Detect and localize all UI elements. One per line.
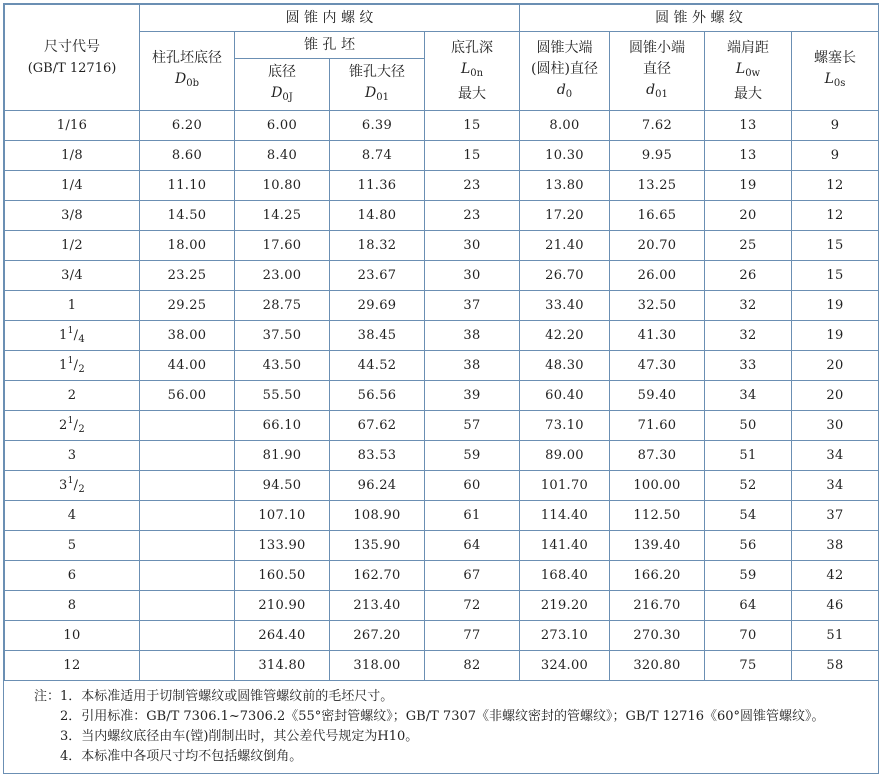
cell-ed0: 13.80	[520, 171, 610, 201]
header-size-code	[5, 5, 140, 111]
size-numerator: 1	[67, 476, 74, 486]
cell-size-code: 8	[5, 591, 140, 621]
cell-l0s: 58	[792, 651, 879, 681]
cell-ed0: 60.40	[520, 381, 610, 411]
cell-d0j: 6.00	[235, 111, 330, 141]
cell-l0n: 15	[425, 141, 520, 171]
header-d0j-symbol: $D_{0J}$	[271, 84, 293, 103]
cell-d0j: 23.00	[235, 261, 330, 291]
cell-d0b	[140, 501, 235, 531]
cell-d01: 14.80	[330, 201, 425, 231]
cell-ed0: 141.40	[520, 531, 610, 561]
table-row	[5, 291, 879, 321]
cell-l0s: 15	[792, 231, 879, 261]
cell-d0j: 314.80	[235, 651, 330, 681]
table-body	[5, 111, 879, 681]
cell-ed0: 273.10	[520, 621, 610, 651]
cell-ed01: 47.30	[610, 351, 705, 381]
cell-l0w: 52	[705, 471, 792, 501]
cell-l0s: 51	[792, 621, 879, 651]
cell-l0s: 19	[792, 321, 879, 351]
cell-d01: 6.39	[330, 111, 425, 141]
cell-l0w: 56	[705, 531, 792, 561]
cell-ed01: 139.40	[610, 531, 705, 561]
cell-ed01: 100.00	[610, 471, 705, 501]
size-numerator: 1	[67, 356, 74, 366]
cell-l0s: 12	[792, 201, 879, 231]
size-numerator: 1	[67, 416, 74, 426]
cell-l0n: 37	[425, 291, 520, 321]
cell-d0b: 23.25	[140, 261, 235, 291]
cell-l0n: 38	[425, 321, 520, 351]
cell-l0s: 30	[792, 411, 879, 441]
cell-l0s: 46	[792, 591, 879, 621]
cell-l0w: 50	[705, 411, 792, 441]
cell-size-code: $2^1/_2$	[5, 411, 140, 441]
cell-l0s: 15	[792, 261, 879, 291]
cell-l0n: 61	[425, 501, 520, 531]
cell-d0j: 10.80	[235, 171, 330, 201]
cell-l0s: 38	[792, 531, 879, 561]
cell-l0w: 32	[705, 291, 792, 321]
cell-l0w: 32	[705, 321, 792, 351]
cell-d0j: 37.50	[235, 321, 330, 351]
cell-d0j: 210.90	[235, 591, 330, 621]
cell-d0b	[140, 651, 235, 681]
cell-d0b: 44.00	[140, 351, 235, 381]
cell-l0s: 20	[792, 351, 879, 381]
note-3: 3．当内螺纹底径由车(镗)削制出时，其公差代号规定为H10。	[60, 729, 419, 744]
cell-ed0: 168.40	[520, 561, 610, 591]
header-d01	[330, 59, 425, 111]
cell-size-code: 3/4	[5, 261, 140, 291]
cell-ed0: 17.20	[520, 201, 610, 231]
cell-d01: 213.40	[330, 591, 425, 621]
cell-d01: 83.53	[330, 441, 425, 471]
cell-d01: 135.90	[330, 531, 425, 561]
cell-l0s: 34	[792, 441, 879, 471]
cell-l0w: 70	[705, 621, 792, 651]
cell-d0b	[140, 561, 235, 591]
cell-ed0: 8.00	[520, 111, 610, 141]
header-d0b	[140, 32, 235, 111]
cell-l0n: 67	[425, 561, 520, 591]
size-denominator: 4	[78, 334, 85, 345]
cell-ed01: 87.30	[610, 441, 705, 471]
cell-d01: 8.74	[330, 141, 425, 171]
header-l0n-label: 底孔深	[451, 39, 493, 56]
table-row	[5, 111, 879, 141]
note-2: 2．引用标准：GB/T 7306.1~7306.2《55°密封管螺纹》；GB/T 7307《非螺纹密封的管螺纹》；GB/T 12716《60°圆锥管螺纹》。	[60, 709, 825, 724]
cell-d01: 44.52	[330, 351, 425, 381]
cell-l0n: 39	[425, 381, 520, 411]
cell-ed01: 216.70	[610, 591, 705, 621]
cell-l0n: 38	[425, 351, 520, 381]
cell-l0w: 75	[705, 651, 792, 681]
cell-d0b: 18.00	[140, 231, 235, 261]
cell-ed01: 112.50	[610, 501, 705, 531]
cell-ed0: 219.20	[520, 591, 610, 621]
cell-d0b: 14.50	[140, 201, 235, 231]
cell-l0n: 64	[425, 531, 520, 561]
cell-d0b	[140, 531, 235, 561]
header-ext-d0	[520, 32, 610, 111]
header-taper-blank: 锥 孔 坯	[235, 32, 425, 59]
cell-d0j: 17.60	[235, 231, 330, 261]
cell-size-code: 1/4	[5, 171, 140, 201]
cell-d01: 108.90	[330, 501, 425, 531]
table-row	[5, 231, 879, 261]
cell-l0w: 25	[705, 231, 792, 261]
table-row	[5, 471, 879, 501]
cell-l0n: 60	[425, 471, 520, 501]
cell-ed0: 21.40	[520, 231, 610, 261]
table-row	[5, 621, 879, 651]
header-ext-d0-line2: (圆柱)直径	[531, 60, 598, 77]
cell-d01: 318.00	[330, 651, 425, 681]
header-d0j	[235, 59, 330, 111]
cell-ed0: 114.40	[520, 501, 610, 531]
table-row	[5, 381, 879, 411]
cell-size-code: 12	[5, 651, 140, 681]
cell-l0s: 9	[792, 111, 879, 141]
cell-ed0: 324.00	[520, 651, 610, 681]
cell-size-code: 1/8	[5, 141, 140, 171]
size-numerator: 1	[67, 326, 74, 336]
cell-ed0: 10.30	[520, 141, 610, 171]
cell-l0w: 13	[705, 141, 792, 171]
cell-l0n: 82	[425, 651, 520, 681]
header-l0w-label: 端肩距	[727, 39, 769, 56]
cell-d0j: 133.90	[235, 531, 330, 561]
cell-ed01: 16.65	[610, 201, 705, 231]
table-row	[5, 501, 879, 531]
cell-size-code: 3/8	[5, 201, 140, 231]
thread-blank-table-sheet	[3, 3, 879, 774]
cell-size-code: 4	[5, 501, 140, 531]
cell-d0j: 43.50	[235, 351, 330, 381]
cell-d0b	[140, 471, 235, 501]
size-whole: 1	[59, 358, 68, 373]
cell-l0w: 26	[705, 261, 792, 291]
header-ext-d01-line1: 圆锥小端	[629, 39, 685, 56]
cell-ed0: 33.40	[520, 291, 610, 321]
cell-d01: 96.24	[330, 471, 425, 501]
cell-size-code: $3^1/_2$	[5, 471, 140, 501]
table-row	[5, 441, 879, 471]
cell-ed01: 26.00	[610, 261, 705, 291]
size-denominator: 2	[78, 364, 85, 375]
table-row	[5, 321, 879, 351]
table-row	[5, 201, 879, 231]
cell-ed01: 270.30	[610, 621, 705, 651]
cell-d01: 56.56	[330, 381, 425, 411]
cell-l0w: 54	[705, 501, 792, 531]
cell-size-code: 3	[5, 441, 140, 471]
header-ext-d01-line2: 直径	[643, 60, 671, 77]
cell-l0w: 13	[705, 111, 792, 141]
cell-ed01: 9.95	[610, 141, 705, 171]
cell-size-code: $1^1/_2$	[5, 351, 140, 381]
cell-ed01: 7.62	[610, 111, 705, 141]
cell-d0b	[140, 591, 235, 621]
header-d0b-label: 柱孔坯底径	[152, 50, 222, 66]
table-row	[5, 141, 879, 171]
cell-ed0: 101.70	[520, 471, 610, 501]
cell-d01: 67.62	[330, 411, 425, 441]
header-l0s-symbol: $L_{0s}$	[824, 71, 846, 89]
cell-d0b: 38.00	[140, 321, 235, 351]
cell-d0j: 14.25	[235, 201, 330, 231]
note-4: 4．本标准中各项尺寸均不包括螺纹倒角。	[60, 749, 303, 764]
cell-d0j: 81.90	[235, 441, 330, 471]
cell-l0s: 34	[792, 471, 879, 501]
header-l0w	[705, 32, 792, 111]
header-l0n	[425, 32, 520, 111]
table-row	[5, 171, 879, 201]
cell-d0j: 28.75	[235, 291, 330, 321]
cell-l0s: 37	[792, 501, 879, 531]
cell-d01: 23.67	[330, 261, 425, 291]
cell-size-code: $1^1/_4$	[5, 321, 140, 351]
cell-l0n: 23	[425, 171, 520, 201]
cell-size-code: 1/2	[5, 231, 140, 261]
cell-ed01: 59.40	[610, 381, 705, 411]
cell-l0n: 15	[425, 111, 520, 141]
header-ext-d0-line1: 圆锥大端	[536, 39, 593, 56]
cell-size-code: 5	[5, 531, 140, 561]
cell-ed01: 71.60	[610, 411, 705, 441]
header-l0s	[792, 32, 879, 111]
cell-d0j: 264.40	[235, 621, 330, 651]
cell-l0w: 34	[705, 381, 792, 411]
cell-d01: 18.32	[330, 231, 425, 261]
header-d0j-label: 底径	[268, 63, 296, 80]
cell-ed0: 42.20	[520, 321, 610, 351]
size-whole: 3	[59, 478, 68, 493]
cell-d01: 162.70	[330, 561, 425, 591]
header-ext-d01	[610, 32, 705, 111]
cell-d01: 29.69	[330, 291, 425, 321]
table-row	[5, 531, 879, 561]
cell-ed01: 41.30	[610, 321, 705, 351]
cell-d0b	[140, 621, 235, 651]
cell-ed0: 73.10	[520, 411, 610, 441]
cell-d0b	[140, 411, 235, 441]
cell-ed0: 26.70	[520, 261, 610, 291]
cell-size-code: 1	[5, 291, 140, 321]
cell-l0w: 33	[705, 351, 792, 381]
size-whole: 2	[59, 418, 68, 433]
cell-l0w: 51	[705, 441, 792, 471]
table-row	[5, 651, 879, 681]
cell-l0n: 23	[425, 201, 520, 231]
cell-l0n: 72	[425, 591, 520, 621]
header-l0n-symbol: $L_{0n}$	[460, 60, 484, 79]
cell-ed01: 166.20	[610, 561, 705, 591]
cell-d0b: 56.00	[140, 381, 235, 411]
header-l0s-label: 螺塞长	[814, 50, 856, 66]
header-l0w-note: 最大	[734, 85, 762, 102]
cell-ed0: 89.00	[520, 441, 610, 471]
cell-l0s: 12	[792, 171, 879, 201]
header-size-code-std: (GB/T 12716)	[27, 60, 117, 76]
cell-size-code: 10	[5, 621, 140, 651]
table-row	[5, 591, 879, 621]
dimension-table	[4, 4, 879, 681]
table-row	[5, 261, 879, 291]
cell-d01: 267.20	[330, 621, 425, 651]
cell-d0b: 11.10	[140, 171, 235, 201]
cell-d0j: 66.10	[235, 411, 330, 441]
cell-d0j: 160.50	[235, 561, 330, 591]
cell-d0b: 8.60	[140, 141, 235, 171]
header-ext-d0-symbol: $d_0$	[556, 81, 573, 100]
cell-l0s: 9	[792, 141, 879, 171]
cell-l0n: 77	[425, 621, 520, 651]
header-d0b-symbol: $D_{0b}$	[175, 71, 199, 89]
cell-l0w: 19	[705, 171, 792, 201]
cell-d0j: 107.10	[235, 501, 330, 531]
cell-l0n: 30	[425, 261, 520, 291]
size-denominator: 2	[78, 484, 85, 495]
header-ext-d01-symbol: $d_{01}$	[646, 81, 668, 100]
table-row	[5, 561, 879, 591]
cell-d0b	[140, 441, 235, 471]
cell-l0w: 20	[705, 201, 792, 231]
notes-section	[4, 681, 878, 773]
header-external-thread: 圆 锥 外 螺 纹	[520, 5, 879, 32]
size-whole: 1	[59, 328, 68, 343]
cell-l0n: 57	[425, 411, 520, 441]
cell-size-code: 6	[5, 561, 140, 591]
cell-ed01: 32.50	[610, 291, 705, 321]
cell-size-code: 1/16	[5, 111, 140, 141]
cell-l0n: 59	[425, 441, 520, 471]
header-l0w-symbol: $L_{0w}$	[735, 60, 761, 79]
cell-d0b: 6.20	[140, 111, 235, 141]
cell-l0w: 59	[705, 561, 792, 591]
cell-ed01: 320.80	[610, 651, 705, 681]
cell-d01: 11.36	[330, 171, 425, 201]
header-l0n-note: 最大	[458, 85, 486, 102]
cell-ed0: 48.30	[520, 351, 610, 381]
header-d01-symbol: $D_{01}$	[365, 84, 389, 103]
header-size-code-label: 尺寸代号	[44, 38, 100, 55]
cell-l0n: 30	[425, 231, 520, 261]
cell-ed01: 13.25	[610, 171, 705, 201]
cell-l0s: 42	[792, 561, 879, 591]
table-row	[5, 411, 879, 441]
cell-d0j: 8.40	[235, 141, 330, 171]
cell-d0b: 29.25	[140, 291, 235, 321]
cell-d0j: 55.50	[235, 381, 330, 411]
table-row	[5, 351, 879, 381]
cell-l0s: 20	[792, 381, 879, 411]
note-1: 注：1．本标准适用于切制管螺纹或圆锥管螺纹前的毛坯尺寸。	[34, 689, 394, 704]
size-denominator: 2	[78, 424, 85, 435]
cell-l0s: 19	[792, 291, 879, 321]
cell-ed01: 20.70	[610, 231, 705, 261]
header-internal-thread: 圆 锥 内 螺 纹	[140, 5, 520, 32]
cell-size-code: 2	[5, 381, 140, 411]
cell-d01: 38.45	[330, 321, 425, 351]
cell-l0w: 64	[705, 591, 792, 621]
cell-d0j: 94.50	[235, 471, 330, 501]
header-d01-label: 锥孔大径	[349, 63, 405, 80]
